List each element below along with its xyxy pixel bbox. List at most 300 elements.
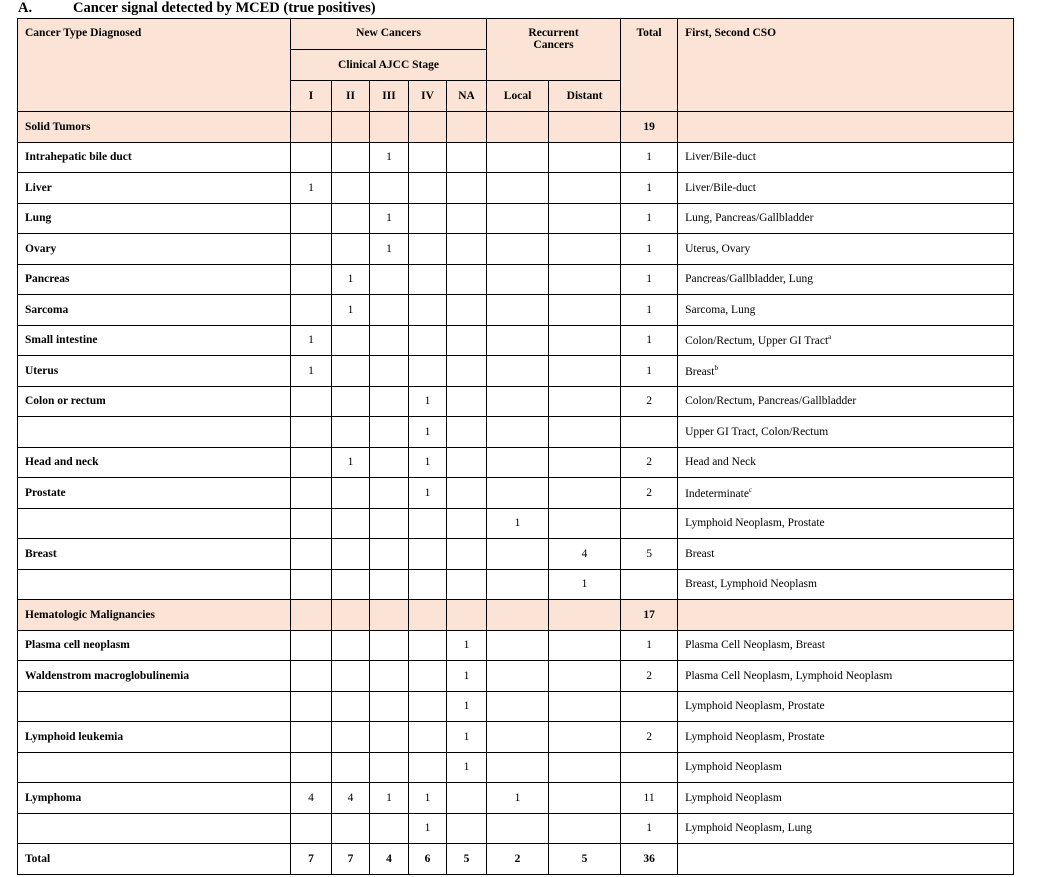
stage-i-cell: [291, 661, 332, 692]
cso-cell: [678, 386, 1014, 417]
cancer-type-cell: Hematologic Malignancies: [18, 600, 291, 631]
table-row: [18, 234, 1014, 265]
stage-ii-cell: [332, 813, 370, 844]
stage-iii-cell: [370, 478, 409, 509]
cso-text: Head and Neck: [685, 456, 756, 469]
recurrent-local-cell: [487, 112, 549, 143]
stage-iii-cell: [370, 356, 409, 387]
stage-na-cell: [447, 203, 487, 234]
stage-iv-cell: [409, 752, 447, 783]
stage-ii-cell: [332, 661, 370, 692]
cso-cell: [678, 661, 1014, 692]
stage-i-cell: [291, 478, 332, 509]
recurrent-local-cell: [487, 173, 549, 204]
table-row: [18, 569, 1014, 600]
recurrent-local-cell: 1: [487, 508, 549, 539]
stage-i-cell: 4: [291, 783, 332, 814]
recurrent-distant-cell: [549, 203, 621, 234]
recurrent-distant-cell: [549, 173, 621, 204]
stage-iii-cell: [370, 539, 409, 570]
stage-ii-cell: [332, 356, 370, 387]
table-row: [18, 661, 1014, 692]
total-cell: [621, 691, 678, 722]
stage-ii-cell: [332, 600, 370, 631]
recurrent-local-cell: [487, 722, 549, 753]
recurrent-distant-cell: [549, 142, 621, 173]
cso-text: Lymphoid Neoplasm, Prostate: [685, 517, 825, 530]
cso-cell: [678, 508, 1014, 539]
cso-text: Breast: [685, 365, 715, 378]
stage-na-cell: [447, 234, 487, 265]
table-row: [18, 752, 1014, 783]
recurrent-distant-cell: [549, 264, 621, 295]
recurrent-distant-cell: [549, 813, 621, 844]
recurrent-local-cell: [487, 295, 549, 326]
stage-i-cell: [291, 752, 332, 783]
cso-cell: [678, 478, 1014, 509]
recurrent-local-cell: [487, 325, 549, 356]
header-stage-ii: II: [332, 81, 370, 112]
table-title: [18, 0, 376, 16]
footnote-marker: c: [748, 485, 753, 494]
cancer-type-cell: Colon or rectum: [18, 386, 291, 417]
stage-iv-cell: 1: [409, 813, 447, 844]
recurrent-distant-cell: [549, 600, 621, 631]
recurrent-distant-cell: 5: [549, 844, 621, 875]
header-recurrent-distant: Distant: [549, 81, 621, 112]
total-cell: 2: [621, 478, 678, 509]
stage-iv-cell: [409, 691, 447, 722]
recurrent-local-cell: [487, 203, 549, 234]
cancer-type-cell: Sarcoma: [18, 295, 291, 326]
stage-na-cell: [447, 417, 487, 448]
header-stage-iv: IV: [409, 81, 447, 112]
table-row: [18, 722, 1014, 753]
total-cell: 1: [621, 142, 678, 173]
cso-cell: [678, 600, 1014, 631]
cso-text: Colon/Rectum, Pancreas/Gallbladder: [685, 395, 857, 408]
cso-cell: [678, 142, 1014, 173]
stage-iii-cell: [370, 722, 409, 753]
stage-iii-cell: [370, 173, 409, 204]
recurrent-distant-cell: [549, 112, 621, 143]
total-cell: 36: [621, 844, 678, 875]
stage-na-cell: 1: [447, 661, 487, 692]
table-row: [18, 203, 1014, 234]
recurrent-local-cell: [487, 234, 549, 265]
stage-iv-cell: 1: [409, 447, 447, 478]
cso-cell: [678, 691, 1014, 722]
table-row: [18, 264, 1014, 295]
recurrent-distant-cell: [549, 356, 621, 387]
stage-i-cell: [291, 142, 332, 173]
stage-i-cell: [291, 569, 332, 600]
stage-iv-cell: [409, 722, 447, 753]
recurrent-local-cell: [487, 386, 549, 417]
header-new-cancers: New Cancers: [291, 19, 487, 50]
cso-text: Lymphoid Neoplasm: [685, 761, 782, 774]
cancer-type-cell: [18, 417, 291, 448]
table-row: [18, 356, 1014, 387]
header-cso: First, Second CSO: [678, 19, 1014, 112]
stage-na-cell: [447, 783, 487, 814]
recurrent-distant-cell: [549, 417, 621, 448]
cancer-type-cell: [18, 813, 291, 844]
recurrent-distant-cell: [549, 630, 621, 661]
total-row: [18, 844, 1014, 875]
stage-na-cell: [447, 600, 487, 631]
stage-i-cell: 1: [291, 325, 332, 356]
recurrent-distant-cell: 4: [549, 539, 621, 570]
cso-cell: [678, 783, 1014, 814]
recurrent-distant-cell: [549, 752, 621, 783]
stage-na-cell: [447, 539, 487, 570]
total-cell: 1: [621, 813, 678, 844]
stage-iii-cell: [370, 325, 409, 356]
stage-i-cell: 1: [291, 356, 332, 387]
cso-text: Sarcoma, Lung: [685, 303, 756, 316]
recurrent-local-cell: [487, 600, 549, 631]
stage-i-cell: [291, 691, 332, 722]
recurrent-local-cell: [487, 539, 549, 570]
total-cell: 1: [621, 630, 678, 661]
recurrent-distant-cell: [549, 478, 621, 509]
cancer-signal-table: [17, 18, 1014, 875]
cancer-type-cell: Breast: [18, 539, 291, 570]
table-row: [18, 386, 1014, 417]
cso-text: Plasma Cell Neoplasm, Breast: [685, 639, 825, 652]
stage-iii-cell: 1: [370, 783, 409, 814]
stage-iv-cell: 1: [409, 478, 447, 509]
stage-na-cell: [447, 173, 487, 204]
recurrent-local-cell: [487, 356, 549, 387]
total-cell: [621, 569, 678, 600]
table-row: [18, 691, 1014, 722]
stage-iv-cell: [409, 661, 447, 692]
cso-cell: [678, 569, 1014, 600]
stage-iii-cell: [370, 386, 409, 417]
cancer-type-cell: Prostate: [18, 478, 291, 509]
recurrent-distant-cell: [549, 234, 621, 265]
cancer-type-cell: Waldenstrom macroglobulinemia: [18, 661, 291, 692]
stage-i-cell: [291, 112, 332, 143]
stage-ii-cell: [332, 173, 370, 204]
stage-ii-cell: [332, 112, 370, 143]
stage-na-cell: 1: [447, 630, 487, 661]
stage-iv-cell: [409, 356, 447, 387]
stage-ii-cell: [332, 691, 370, 722]
stage-na-cell: [447, 295, 487, 326]
stage-na-cell: [447, 264, 487, 295]
stage-iv-cell: [409, 112, 447, 143]
total-cell: 2: [621, 386, 678, 417]
cso-cell: [678, 356, 1014, 387]
cso-cell: [678, 630, 1014, 661]
stage-ii-cell: [332, 203, 370, 234]
recurrent-local-cell: [487, 569, 549, 600]
table-row: [18, 142, 1014, 173]
stage-iii-cell: [370, 569, 409, 600]
recurrent-local-cell: 2: [487, 844, 549, 875]
stage-ii-cell: [332, 417, 370, 448]
stage-iii-cell: 1: [370, 203, 409, 234]
stage-i-cell: [291, 447, 332, 478]
recurrent-distant-cell: [549, 295, 621, 326]
header-recurrent-cancers: Recurrent Cancers: [487, 19, 621, 81]
stage-iv-cell: [409, 569, 447, 600]
table-row: [18, 478, 1014, 509]
cancer-type-cell: Lung: [18, 203, 291, 234]
table-row: [18, 813, 1014, 844]
cso-text: Uterus, Ovary: [685, 242, 751, 255]
table-row: [18, 539, 1014, 570]
stage-iv-cell: [409, 508, 447, 539]
table-row: [18, 417, 1014, 448]
stage-na-cell: [447, 447, 487, 478]
cancer-type-cell: [18, 508, 291, 539]
stage-na-cell: [447, 386, 487, 417]
table-body: [18, 112, 1014, 875]
stage-iv-cell: [409, 600, 447, 631]
cso-cell: [678, 447, 1014, 478]
header-stage-iii: III: [370, 81, 409, 112]
cso-text: Upper GI Tract, Colon/Rectum: [685, 425, 829, 438]
table-row: [18, 325, 1014, 356]
recurrent-distant-cell: [549, 661, 621, 692]
cancer-type-cell: Solid Tumors: [18, 112, 291, 143]
stage-iii-cell: [370, 630, 409, 661]
recurrent-distant-cell: [549, 783, 621, 814]
stage-iii-cell: [370, 661, 409, 692]
stage-i-cell: [291, 630, 332, 661]
recurrent-local-cell: [487, 813, 549, 844]
stage-na-cell: [447, 813, 487, 844]
stage-iv-cell: 1: [409, 783, 447, 814]
cso-text: Breast: [685, 547, 715, 560]
total-cell: 5: [621, 539, 678, 570]
stage-na-cell: 5: [447, 844, 487, 875]
cancer-type-cell: [18, 691, 291, 722]
total-cell: 1: [621, 234, 678, 265]
recurrent-distant-cell: [549, 508, 621, 539]
cso-cell: [678, 844, 1014, 875]
section-row: [18, 112, 1014, 143]
cancer-type-cell: Head and neck: [18, 447, 291, 478]
stage-iii-cell: [370, 508, 409, 539]
cso-text: Breast, Lymphoid Neoplasm: [685, 578, 817, 591]
cancer-type-cell: Intrahepatic bile duct: [18, 142, 291, 173]
stage-iv-cell: [409, 173, 447, 204]
stage-na-cell: [447, 112, 487, 143]
stage-i-cell: [291, 264, 332, 295]
stage-iii-cell: [370, 447, 409, 478]
cso-cell: [678, 234, 1014, 265]
stage-iv-cell: 1: [409, 417, 447, 448]
cso-text: Lymphoid Neoplasm: [685, 791, 782, 804]
cso-text: Lymphoid Neoplasm, Prostate: [685, 730, 825, 743]
cso-text: Pancreas/Gallbladder, Lung: [685, 273, 813, 286]
cso-text: Lung, Pancreas/Gallbladder: [685, 212, 814, 225]
cso-cell: [678, 752, 1014, 783]
stage-i-cell: [291, 508, 332, 539]
cancer-type-cell: Uterus: [18, 356, 291, 387]
recurrent-local-cell: [487, 691, 549, 722]
stage-ii-cell: [332, 508, 370, 539]
stage-ii-cell: [332, 234, 370, 265]
stage-ii-cell: [332, 752, 370, 783]
stage-ii-cell: [332, 722, 370, 753]
stage-ii-cell: [332, 569, 370, 600]
cancer-type-cell: Plasma cell neoplasm: [18, 630, 291, 661]
stage-iv-cell: [409, 264, 447, 295]
stage-i-cell: [291, 813, 332, 844]
stage-iv-cell: [409, 539, 447, 570]
stage-i-cell: [291, 722, 332, 753]
recurrent-local-cell: 1: [487, 783, 549, 814]
total-cell: [621, 752, 678, 783]
header-clinical-stage: Clinical AJCC Stage: [291, 50, 487, 81]
stage-ii-cell: 1: [332, 295, 370, 326]
cancer-type-cell: Ovary: [18, 234, 291, 265]
table-title-text: Cancer signal detected by MCED (true positives): [73, 0, 376, 16]
stage-ii-cell: 7: [332, 844, 370, 875]
cancer-type-cell: Liver: [18, 173, 291, 204]
total-cell: 1: [621, 325, 678, 356]
stage-ii-cell: [332, 630, 370, 661]
cso-cell: [678, 417, 1014, 448]
total-cell: 2: [621, 447, 678, 478]
stage-iii-cell: [370, 417, 409, 448]
stage-na-cell: 1: [447, 752, 487, 783]
stage-ii-cell: 4: [332, 783, 370, 814]
total-cell: 1: [621, 356, 678, 387]
header-recurrent-local: Local: [487, 81, 549, 112]
total-cell: 17: [621, 600, 678, 631]
stage-iv-cell: 1: [409, 386, 447, 417]
stage-iii-cell: [370, 600, 409, 631]
stage-iv-cell: [409, 142, 447, 173]
cso-text: Lymphoid Neoplasm, Lung: [685, 822, 812, 835]
table-row: [18, 295, 1014, 326]
total-cell: [621, 508, 678, 539]
stage-iii-cell: [370, 813, 409, 844]
stage-iv-cell: [409, 203, 447, 234]
cancer-type-cell: Small intestine: [18, 325, 291, 356]
stage-iii-cell: [370, 112, 409, 143]
cso-cell: [678, 325, 1014, 356]
stage-iii-cell: [370, 691, 409, 722]
cso-text: Lymphoid Neoplasm, Prostate: [685, 700, 825, 713]
cso-cell: [678, 295, 1014, 326]
stage-na-cell: [447, 508, 487, 539]
total-cell: [621, 417, 678, 448]
recurrent-local-cell: [487, 630, 549, 661]
cso-cell: [678, 539, 1014, 570]
stage-i-cell: [291, 234, 332, 265]
footnote-marker: a: [828, 333, 832, 342]
recurrent-distant-cell: [549, 447, 621, 478]
recurrent-distant-cell: [549, 386, 621, 417]
stage-iii-cell: [370, 264, 409, 295]
stage-iv-cell: [409, 630, 447, 661]
stage-ii-cell: [332, 325, 370, 356]
stage-iii-cell: 1: [370, 142, 409, 173]
cancer-type-cell: [18, 752, 291, 783]
stage-na-cell: [447, 142, 487, 173]
total-cell: 2: [621, 722, 678, 753]
stage-iv-cell: [409, 295, 447, 326]
stage-i-cell: [291, 386, 332, 417]
stage-ii-cell: [332, 478, 370, 509]
cso-cell: [678, 722, 1014, 753]
cso-text: Plasma Cell Neoplasm, Lymphoid Neoplasm: [685, 669, 893, 682]
recurrent-distant-cell: 1: [549, 569, 621, 600]
stage-na-cell: 1: [447, 691, 487, 722]
recurrent-local-cell: [487, 478, 549, 509]
table-row: [18, 630, 1014, 661]
recurrent-distant-cell: [549, 325, 621, 356]
total-cell: 19: [621, 112, 678, 143]
stage-na-cell: [447, 478, 487, 509]
stage-iv-cell: 6: [409, 844, 447, 875]
table-label: A.: [18, 0, 33, 16]
stage-iii-cell: [370, 295, 409, 326]
total-cell: 1: [621, 295, 678, 326]
stage-na-cell: [447, 569, 487, 600]
section-row: [18, 600, 1014, 631]
recurrent-distant-cell: [549, 722, 621, 753]
header-cancer-type: Cancer Type Diagnosed: [18, 19, 291, 112]
table-row: [18, 508, 1014, 539]
cso-cell: [678, 813, 1014, 844]
cso-cell: [678, 264, 1014, 295]
stage-na-cell: [447, 356, 487, 387]
stage-iv-cell: [409, 234, 447, 265]
total-cell: 1: [621, 264, 678, 295]
header-stage-i: I: [291, 81, 332, 112]
cso-cell: [678, 203, 1014, 234]
recurrent-local-cell: [487, 752, 549, 783]
header-stage-na: NA: [447, 81, 487, 112]
cso-cell: [678, 173, 1014, 204]
stage-iii-cell: 1: [370, 234, 409, 265]
stage-i-cell: [291, 417, 332, 448]
stage-i-cell: 1: [291, 173, 332, 204]
stage-i-cell: [291, 295, 332, 326]
stage-i-cell: [291, 203, 332, 234]
stage-i-cell: 7: [291, 844, 332, 875]
stage-na-cell: 1: [447, 722, 487, 753]
stage-iv-cell: [409, 325, 447, 356]
cso-text: Liver/Bile-duct: [685, 151, 756, 164]
cancer-type-cell: [18, 569, 291, 600]
cso-cell: [678, 112, 1014, 143]
cancer-type-cell: Total: [18, 844, 291, 875]
recurrent-local-cell: [487, 142, 549, 173]
stage-ii-cell: [332, 142, 370, 173]
recurrent-local-cell: [487, 417, 549, 448]
stage-iii-cell: 4: [370, 844, 409, 875]
stage-ii-cell: 1: [332, 264, 370, 295]
stage-ii-cell: 1: [332, 447, 370, 478]
table-row: [18, 173, 1014, 204]
total-cell: 11: [621, 783, 678, 814]
total-cell: 2: [621, 661, 678, 692]
stage-ii-cell: [332, 539, 370, 570]
stage-i-cell: [291, 600, 332, 631]
cso-text: Colon/Rectum, Upper GI Tract: [685, 335, 829, 348]
stage-iii-cell: [370, 752, 409, 783]
